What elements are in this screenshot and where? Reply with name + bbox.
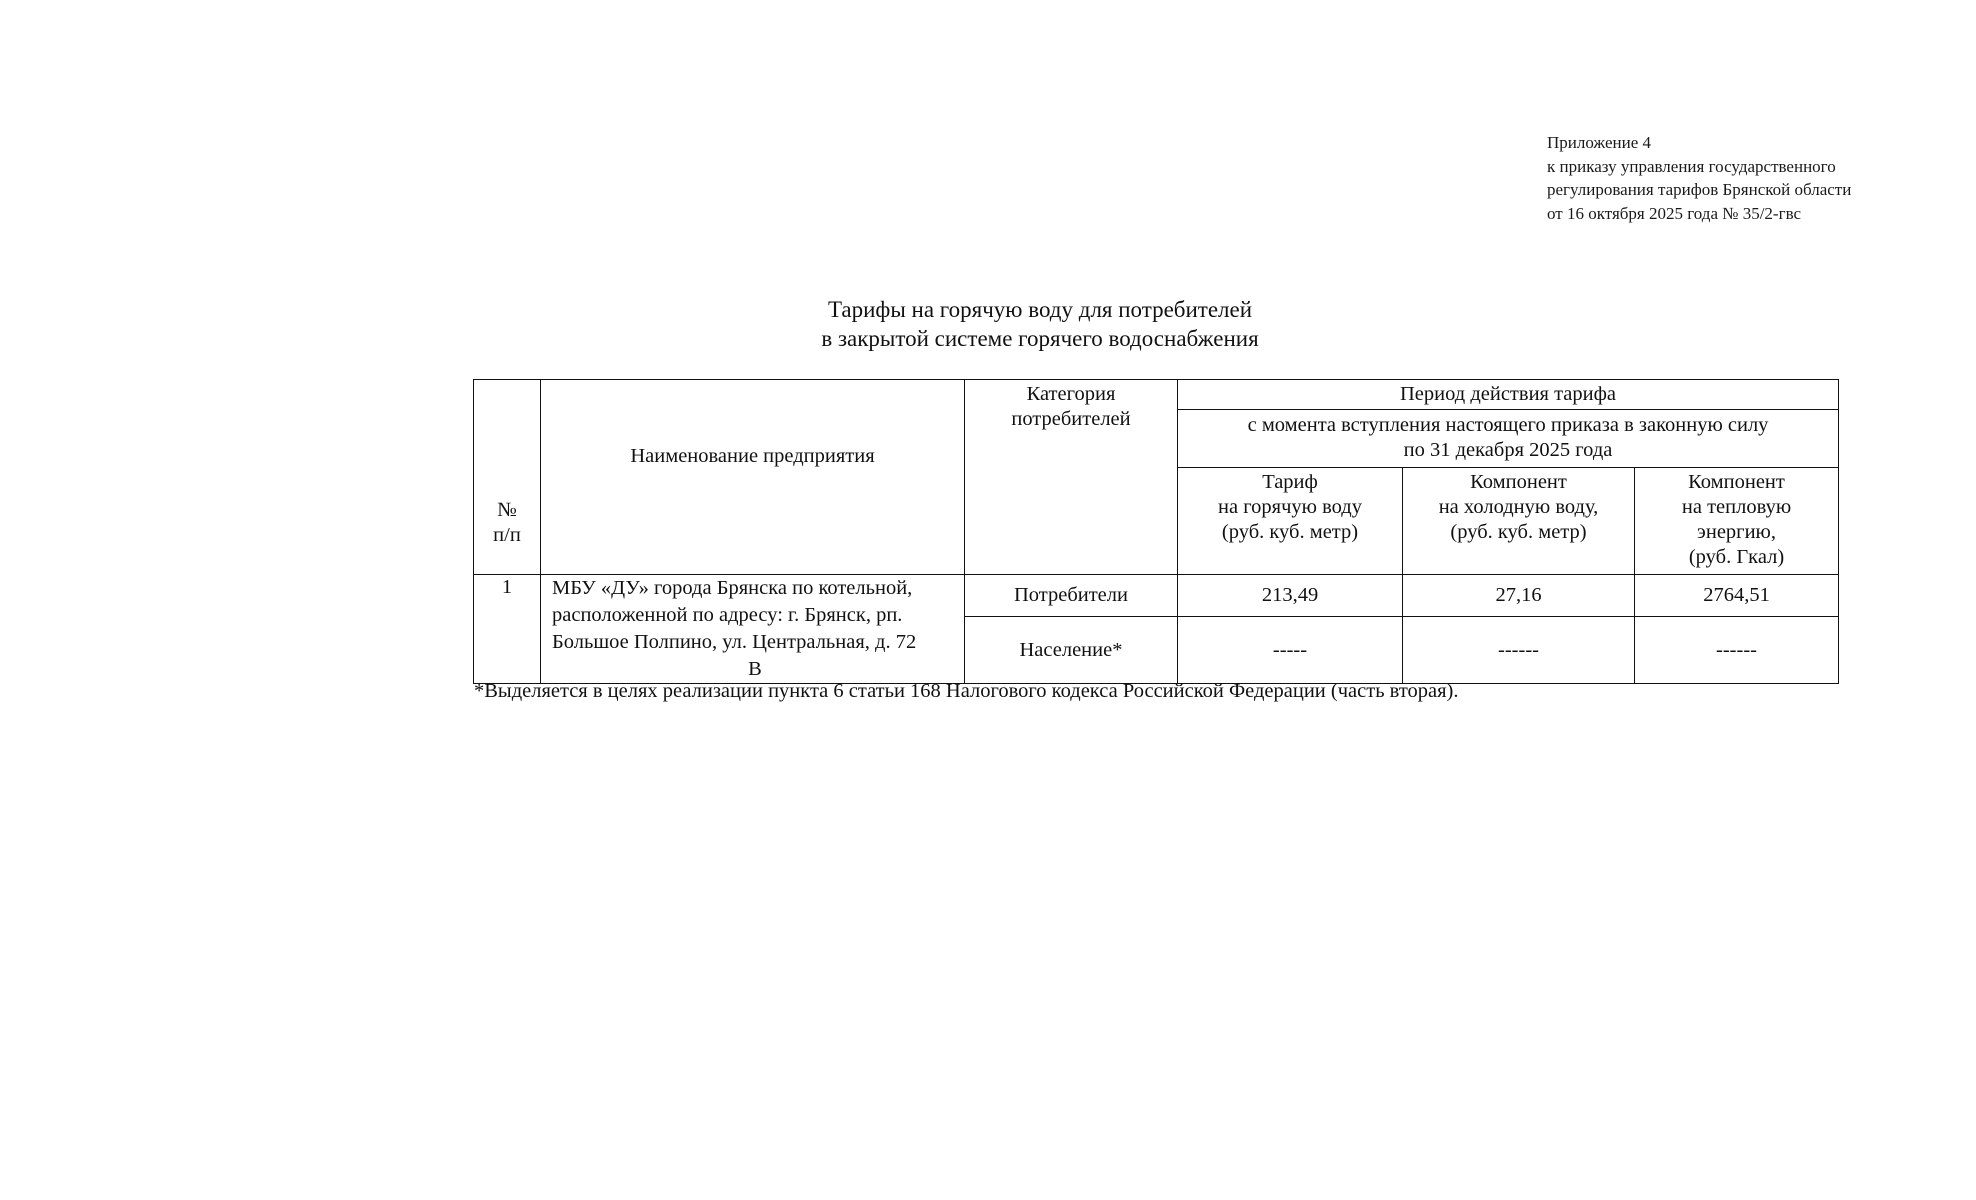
enterprise-name-cell bbox=[541, 575, 965, 684]
enterprise-name-line: МБУ «ДУ» города Брянска по котельной, bbox=[552, 577, 913, 599]
appendix-line: к приказу управления государственного bbox=[1547, 156, 1836, 176]
header-period-range bbox=[1178, 410, 1839, 468]
header-line: Тариф bbox=[1262, 471, 1318, 493]
header-heat-energy-component bbox=[1635, 468, 1839, 575]
appendix-header bbox=[1547, 131, 1851, 225]
consumer-category-cell: Население* bbox=[965, 617, 1178, 684]
enterprise-name-line: Большое Полпино, ул. Центральная, д. 72 bbox=[552, 631, 917, 653]
consumer-category-cell: Потребители bbox=[965, 575, 1178, 617]
heat-energy-component-cell: ------ bbox=[1635, 617, 1839, 684]
appendix-line: регулирования тарифов Брянской области bbox=[1547, 180, 1852, 199]
enterprise-name-line: В bbox=[748, 658, 762, 680]
header-line: на горячую воду bbox=[1218, 496, 1362, 518]
document-title bbox=[600, 295, 1480, 353]
header-hot-water-tariff bbox=[1178, 468, 1403, 575]
header-period-line: по 31 декабря 2025 года bbox=[1403, 439, 1613, 461]
table-row bbox=[474, 575, 1839, 617]
appendix-line: от 16 октября 2025 года № 35/2-гвс bbox=[1547, 203, 1802, 223]
enterprise-name-line: расположенной по адресу: г. Брянск, рп. bbox=[552, 604, 903, 626]
header-period-line: с момента вступления настоящего приказа в законную силу bbox=[1247, 414, 1769, 436]
header-category-line: потребителей bbox=[1011, 408, 1131, 430]
header-line: энергию, bbox=[1697, 521, 1776, 543]
title-line: Тарифы на горячую воду для потребителей bbox=[827, 297, 1253, 322]
header-line: на холодную воду, bbox=[1438, 496, 1599, 518]
header-line: (руб. куб. метр) bbox=[1450, 521, 1587, 543]
title-line: в закрытой системе горячего водоснабжения bbox=[821, 326, 1259, 351]
header-consumer-category bbox=[965, 380, 1178, 575]
tariff-table bbox=[473, 379, 1839, 684]
header-line: (руб. куб. метр) bbox=[1221, 521, 1359, 543]
cold-water-component-cell: ------ bbox=[1403, 617, 1635, 684]
header-line: Компонент bbox=[1688, 471, 1785, 493]
header-enterprise-name: Наименование предприятия bbox=[541, 380, 965, 575]
header-number-line: № bbox=[497, 499, 517, 521]
header-tariff-period: Период действия тарифа bbox=[1178, 380, 1839, 410]
header-number bbox=[474, 380, 541, 575]
cold-water-component-cell: 27,16 bbox=[1403, 575, 1635, 617]
header-cold-water-component bbox=[1403, 468, 1635, 575]
footnote: *Выделяется в целях реализации пункта 6 статьи 168 Налогового кодекса Российской Федерации (часть вторая). bbox=[474, 680, 1459, 702]
header-line: на тепловую bbox=[1681, 496, 1792, 518]
heat-energy-component-cell: 2764,51 bbox=[1635, 575, 1839, 617]
hot-water-tariff-cell: 213,49 bbox=[1178, 575, 1403, 617]
row-number: 1 bbox=[474, 575, 541, 684]
appendix-line: Приложение 4 bbox=[1547, 133, 1651, 152]
header-line: Компонент bbox=[1470, 471, 1567, 493]
header-category-line: Категория bbox=[1026, 383, 1116, 405]
header-number-line: п/п bbox=[493, 524, 521, 546]
hot-water-tariff-cell: ----- bbox=[1178, 617, 1403, 684]
header-line: (руб. Гкал) bbox=[1688, 546, 1785, 568]
